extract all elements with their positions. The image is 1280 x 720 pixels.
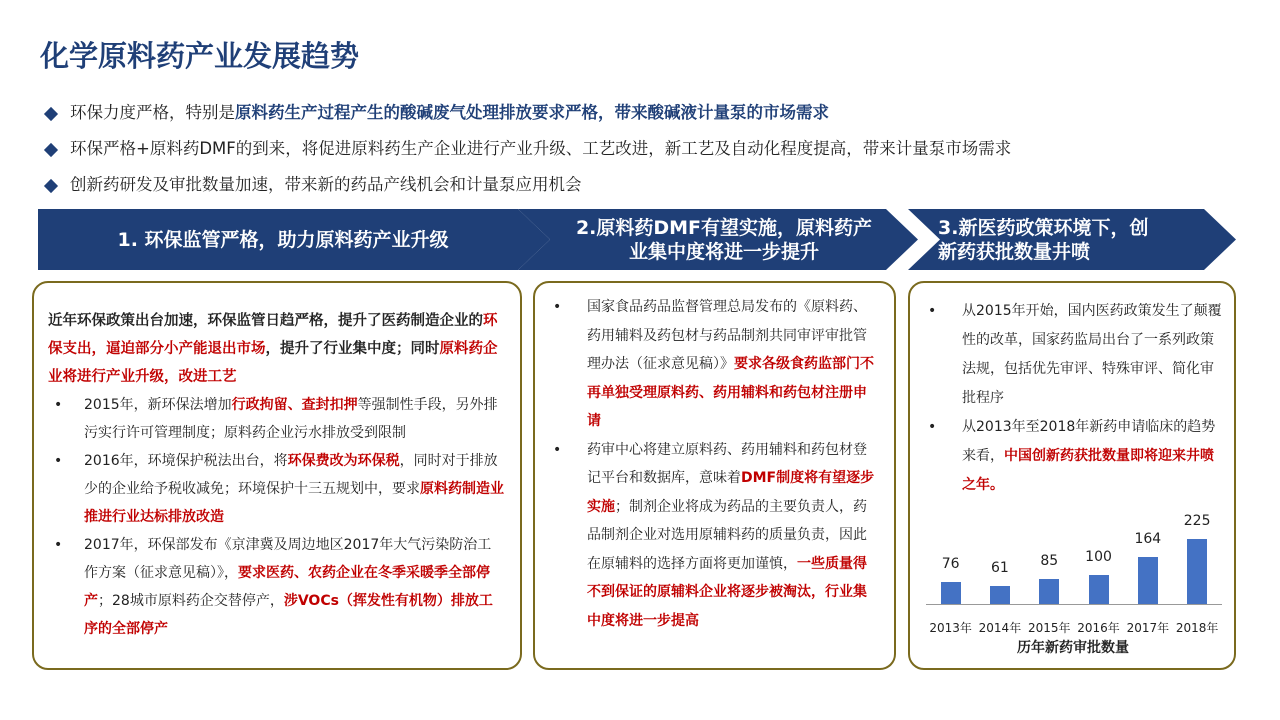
banner-label: [554, 209, 894, 270]
chart-bar: [990, 586, 1010, 604]
env-regulation-panel: [32, 281, 522, 670]
policy-list: [48, 391, 504, 643]
dmf-list: [551, 293, 880, 635]
chart-bar: [1039, 579, 1059, 604]
chart-title: 历年新药审批数量: [1017, 640, 1129, 656]
bar-value-label: 225: [1183, 513, 1211, 529]
list-item: • 2016年，环境保护税法出台，将环保费改为环保税，同时对于排放少的企业给予税收减免；环境保护十三五规划中，要求原料药制造业推进行业达标排放改造: [48, 447, 504, 531]
x-axis-line: [926, 604, 1222, 605]
diamond-bullet-icon: [44, 107, 58, 121]
banner-label: [938, 209, 1198, 270]
banner-env-regulation: [38, 209, 550, 270]
page-title: 化学原料药产业发展趋势: [40, 39, 360, 73]
summary-bullet: [44, 132, 1244, 168]
list-item: • 药审中心将建立原料药、药用辅料和药包材登记平台和数据库，意味着DMF制度将有望逐步实施；制剂企业将成为药品的主要负责人，药品制剂企业对选用原辅料药的质量负责，因此在原辅料的选择方面将更加谨慎，一些质量得不到保证的原辅料企业将逐步被淘汰，行业集中度将进一步提高: [551, 436, 880, 636]
bar-value-label: 164: [1134, 530, 1162, 547]
summary-bullets: [44, 96, 1244, 204]
chart-bar: [1089, 575, 1109, 604]
x-tick-label: 2016年: [1077, 621, 1120, 635]
list-item: • 2017年，环保部发布《京津冀及周边地区2017年大气污染防治工作方案（征求意见稿）》，要求医药、农药企业在冬季采暖季全部停产；28城市原料药企交替停产，涉VOCs（挥发性有机物）排放工序的全部停产: [48, 531, 504, 643]
new-drug-list: [926, 297, 1224, 500]
bar-value-label: 85: [1040, 553, 1059, 570]
diamond-bullet-icon: [44, 143, 58, 157]
bullet-text: 创新药研发及审批数量加速，带来新的药品产线机会和计量泵应用机会: [70, 175, 582, 194]
x-tick-label: 2017年: [1126, 621, 1170, 635]
bullet-text: 环保力度严格，特别是: [70, 103, 235, 122]
summary-bullet: [44, 96, 1244, 132]
chart-bar: [1138, 557, 1158, 604]
list-item: • 从2013年至2018年新药申请临床的趋势来看，中国创新药获批数量即将迎来井喷之年。: [926, 413, 1224, 500]
banner-dmf: [518, 209, 918, 270]
bar-value-label: 76: [941, 556, 960, 573]
bullet-highlight: 原料药生产过程产生的酸碱废气处理排放要求严格，带来酸碱液计量泵的市场需求: [235, 103, 829, 122]
chart-bar: [1187, 539, 1207, 604]
list-item: • 从2015年开始，国内医药政策发生了颠覆性的改革，国家药监局出台了一系列政策法规，包括优先审评、特殊审评、简化审批程序: [926, 297, 1224, 413]
panel-intro: 近年环保政策出台加速，环保监管日趋严格，提升了医药制造企业的环保支出，逼迫部分小产能退出市场，提升了行业集中度；同时原料药企业将进行产业升级，改进工艺: [48, 313, 498, 385]
x-tick-label: 2014年: [978, 621, 1022, 635]
summary-bullet: [44, 168, 1244, 204]
approval-bar-chart: [916, 510, 1230, 660]
bar-value-label: 61: [991, 560, 1009, 577]
banner-label: 1. 环保监管严格，助力原料药产业升级: [117, 228, 449, 251]
banner-new-drug-policy: [908, 209, 1236, 270]
bar-value-label: 100: [1085, 549, 1112, 566]
banner-line: 业集中度将进一步提升: [628, 240, 819, 263]
dmf-panel: [533, 281, 896, 670]
x-tick-label: 2013年: [929, 621, 972, 635]
list-item: • 2015年，新环保法增加行政拘留、查封扣押等强制性手段，另外排污实行许可管理制度；原料药企业污水排放受到限制: [48, 391, 504, 447]
x-tick-label: 2018年: [1175, 621, 1219, 635]
chart-bar: [941, 582, 961, 604]
x-tick-label: 2015年: [1027, 621, 1071, 635]
banner-line: 新药获批数量井喷: [938, 240, 1091, 263]
list-item: • 国家食品药品监督管理总局发布的《原料药、药用辅料及药包材与药品制剂共同审评审批管理办法（征求意见稿）》要求各级食药监部门不再单独受理原料药、药用辅料和药包材注册申请: [551, 293, 880, 436]
banner-line: 2.原料药DMF有望实施，原料药产: [575, 216, 873, 239]
banner-line: 3.新医药政策环境下，创: [938, 216, 1149, 239]
diamond-bullet-icon: [44, 179, 58, 193]
bullet-text: 环保严格+原料药DMF的到来，将促进原料药生产企业进行产业升级、工艺改进，新工艺及自动化程度提高，带来计量泵市场需求: [70, 139, 1012, 158]
